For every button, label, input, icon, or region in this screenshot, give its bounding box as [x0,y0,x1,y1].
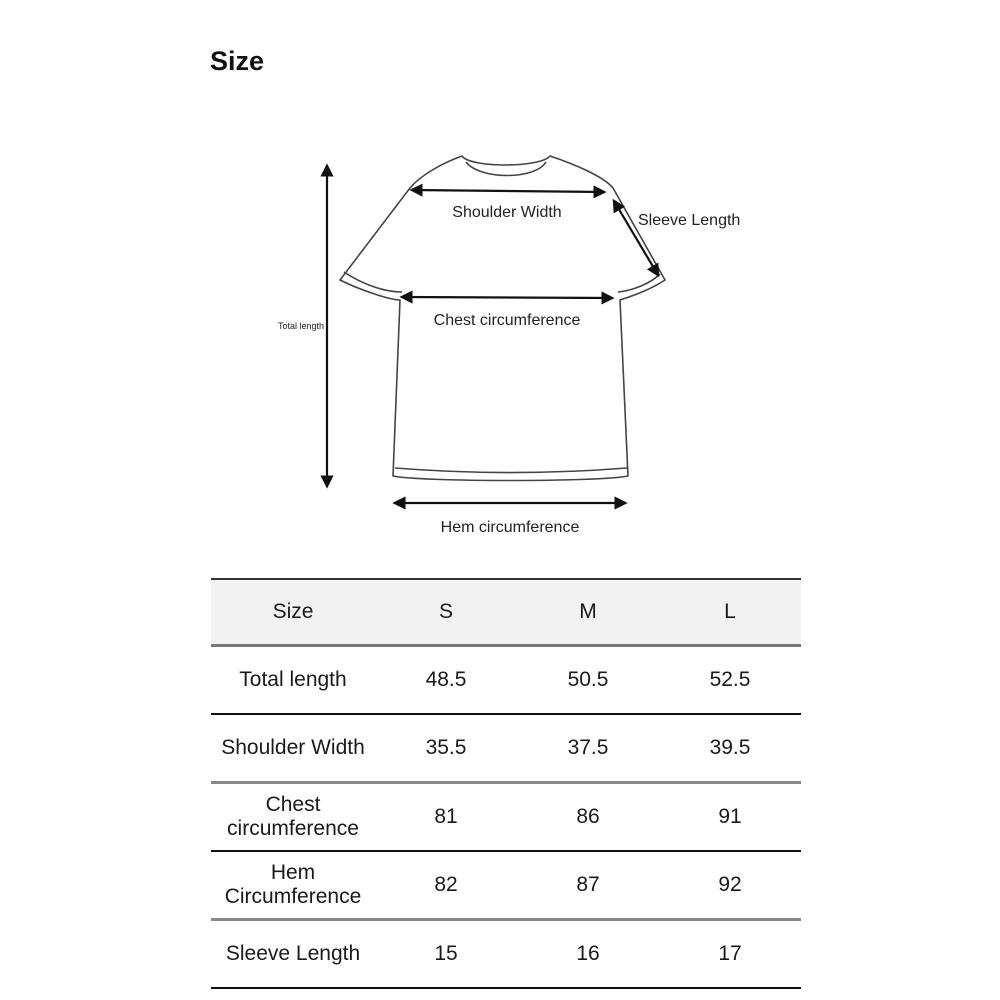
table-cell: 87 [576,873,600,896]
chest-circumference-label: Chest circumference [433,312,581,329]
sleeve-length-label: Sleeve Length [638,212,741,229]
tshirt-left-sleeve-hem [344,272,402,292]
table-row-shoulder-width [211,714,801,783]
row-label: Sleeve Length [225,942,361,965]
table-cell: 48.5 [425,668,467,691]
row-label: Chest circumference [227,793,359,840]
table-row-sleeve-length [211,920,801,989]
total-length-label: Total length [277,321,324,331]
table-cell: 39.5 [709,736,751,759]
header-size-label: Size [211,579,375,646]
row-label: Total length [239,668,347,691]
size-chart-table [211,578,801,989]
page-title: Size [210,46,265,76]
tshirt-right-sleeve-hem [618,274,660,292]
row-label: Hem Circumference [224,861,362,908]
table-cell: 52.5 [709,668,751,691]
table-cell: 15 [434,942,458,965]
table-row-total-length [211,646,801,715]
tshirt-collar [466,162,546,176]
table-cell: 50.5 [567,668,609,691]
hem-circumference-label: Hem circumference [440,519,580,536]
table-row-hem-circumference [211,851,801,920]
chest-circumference-arrow [402,297,612,298]
header-size-l: L [659,579,801,646]
header-size-s: S [375,579,517,646]
table-cell: 91 [718,805,742,828]
table-cell: 17 [718,942,742,965]
tshirt-bottom-hem [395,468,627,473]
table-cell: 92 [718,873,742,896]
table-cell: 35.5 [425,736,467,759]
table-cell: 86 [576,805,600,828]
table-row-chest-circumference [211,783,801,852]
table-cell: 16 [576,942,600,965]
shoulder-width-label: Shoulder Width [452,204,562,221]
header-size-m: M [517,579,659,646]
table-cell: 82 [434,873,458,896]
table-header-row [211,579,801,646]
table-cell: 37.5 [567,736,609,759]
table-cell: 81 [434,805,458,828]
row-label: Shoulder Width [221,736,365,759]
shoulder-width-arrow [412,190,604,192]
